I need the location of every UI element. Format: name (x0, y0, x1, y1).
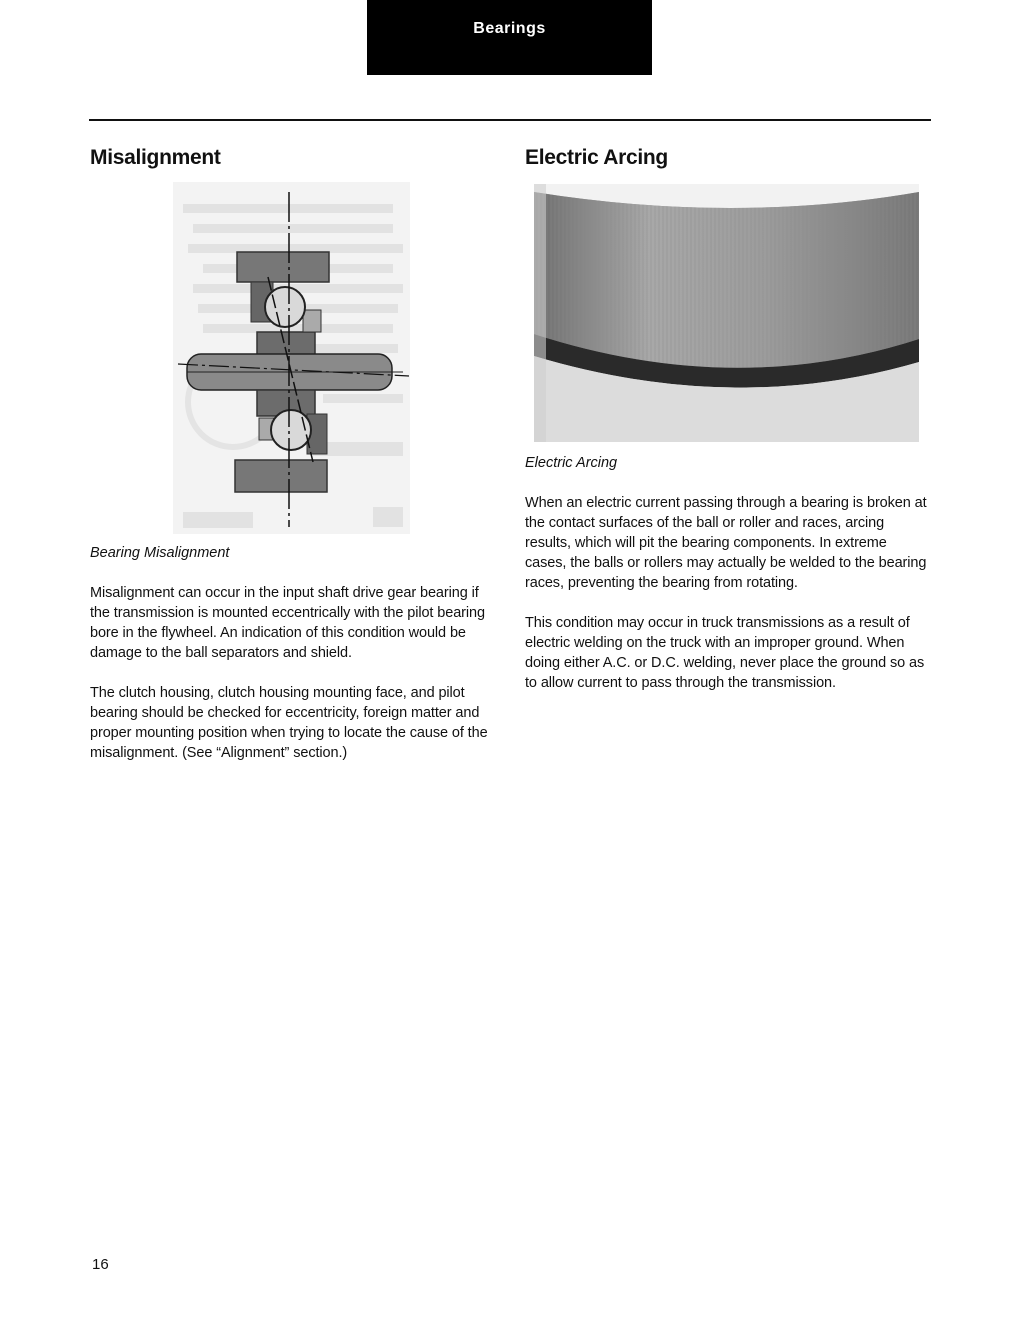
electric-arcing-paragraph: This condition may occur in truck transmissions as a result of electric welding on the truck with an improper ground. When doing either A.C. or D.C. welding, never place the ground so as to allow current to pass through the transmission. (525, 615, 925, 691)
electric-arcing-heading: Electric Arcing (525, 146, 668, 169)
electric-arcing-figure-caption-wrap (525, 453, 931, 473)
section-header-tab (367, 0, 652, 75)
misalignment-paragraph: The clutch housing, clutch housing mounting face, and pilot bearing should be checked for eccentricity, foreign matter and proper mounting position when trying to locate the cause of the misalignment. (See “Alignment” section.) (90, 685, 488, 761)
header-divider (89, 119, 931, 121)
misalignment-heading: Misalignment (90, 146, 221, 169)
misalignment-paragraph-1-wrap (90, 583, 495, 663)
bearing-misalignment-figure (173, 182, 410, 534)
misalignment-paragraph: Misalignment can occur in the input shaft drive gear bearing if the transmission is mounted eccentrically with the pilot bearing bore in the flywheel. An indication of this condition would be damage to the ball separators and shield. (90, 585, 485, 661)
electric-arcing-photo (534, 184, 919, 442)
misalignment-paragraph-2-wrap (90, 683, 495, 763)
section-title: Bearings (473, 20, 546, 37)
misalignment-figure-caption: Bearing Misalignment (90, 545, 230, 561)
misalignment-figure-caption-wrap (90, 543, 495, 563)
electric-arcing-paragraph-1-wrap (525, 493, 931, 593)
electric-arcing-paragraph-2-wrap (525, 613, 931, 693)
misalignment-section (90, 143, 495, 173)
electric-arcing-figure-caption: Electric Arcing (525, 455, 618, 471)
electric-arcing-paragraph: When an electric current passing through a bearing is broken at the contact surfaces of the ball or roller and races, arcing results, which will pit the bearing components. In extreme cases, the balls or rollers may actually be welded to the bearing races, preventing the bearing from rotating. (525, 495, 927, 591)
page-number: 16 (92, 1256, 109, 1273)
electric-arcing-section (525, 143, 931, 173)
